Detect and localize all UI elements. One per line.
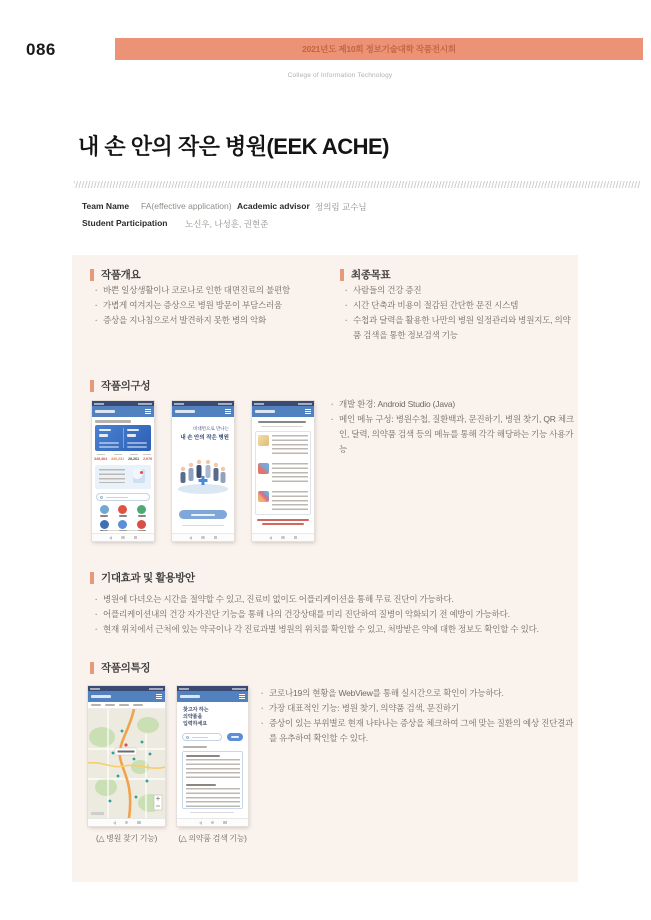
section-goals-header [340,267,390,282]
home-icon [121,536,125,540]
doctor-illustration [133,469,145,483]
app-header [92,406,154,417]
map-view [88,709,165,818]
disease-thumb [258,491,269,502]
app-screenshot-intro [172,401,234,541]
app-header [88,691,165,702]
participation-value: 노신우, 나성훈, 권현준 [185,219,269,229]
section-marker [90,662,94,674]
start-button [179,510,227,519]
app-title-placeholder [91,695,111,698]
bullet-item: · 현재 위치에서 근처에 있는 약국이나 각 진료과별 병원의 위치를 확인할 수 있고, 처방받은 약에 대한 정보도 확인할 수 있다. [94,622,580,637]
android-nav-bar [88,818,165,826]
recent-icon [134,536,138,540]
bullet-item: · 개발 환경: Android Studio (Java) [330,397,576,412]
section-title: 작품개요 [101,269,141,281]
section-marker [90,269,94,281]
disease-encyclopedia-icon [118,505,127,514]
recent-icon [137,821,141,825]
section-composition-header [90,378,150,393]
hospital-find-icon [100,520,109,529]
bullet-item: · 코로나19의 현황을 WebView를 통해 실시간으로 확인이 가능하다. [260,686,574,701]
bullet-item: · 가볍게 여겨지는 증상으로 병원 방문이 부담스러움 [94,298,344,313]
self-check-icon [137,505,146,514]
home-icon [201,536,205,540]
bullet-item: · 어플리케이션내의 건강 자가진단 기능을 통해 나의 건강상태를 미리 진단하여 질병이 악화되기 전 예방이 가능하다. [94,607,580,622]
bullet-item: · 메인 메뉴 구성: 병원수첩, 질환백과, 문진하기, 병원 찾기, QR 체크인, 달력, 의약품 검색 등의 메뉴를 통해 각각 해당하는 기능 사용가능 [330,412,576,457]
caption-hospital-map: (△ 병원 찾기 기능) [96,834,157,843]
app-screenshot-medicine-search [177,686,248,826]
event-banner-text: 2021년도 제10회 정보기술대학 작품전시회 [302,44,456,54]
map-zoom-control [154,795,162,810]
bullet-item: · 병원에 다녀오는 시간을 절약할 수 있고, 진료비 없이도 어플리케이션을 통해 무료 진단이 가능하다. [94,592,580,607]
medicine-prompt-3: 입력하세요 [183,721,208,727]
app-title-placeholder [255,410,275,413]
qr-checkin-icon [118,520,127,529]
android-nav-bar [172,533,234,541]
android-nav-bar [92,533,154,541]
overview-bullets [94,283,344,328]
disease-list [255,431,311,515]
map-attribution-placeholder [91,812,104,815]
menu-icon [156,694,162,699]
caption-medicine-search: (△ 의약품 검색 기능) [178,834,247,843]
section-title: 최종목표 [351,269,391,281]
recent-icon [214,536,218,540]
bullet-item: · 증상을 지나침으로서 발견하지 못한 병의 악화 [94,313,344,328]
search-bar [96,493,150,501]
calendar-icon [137,520,146,529]
team-name-label: Team Name [82,201,130,211]
section-title: 기대효과 및 활용방안 [101,572,195,584]
section-marker [340,269,344,281]
covid-summary-card [95,425,151,451]
home-icon [281,536,285,540]
section-title: 작품의구성 [101,380,151,392]
medicine-search-input [182,733,222,741]
section-marker [90,380,94,392]
home-icon [211,821,215,825]
people-illustration [175,447,231,495]
android-nav-bar [252,533,314,541]
android-nav-bar [177,818,248,826]
goals-bullets [344,283,576,343]
map-label-placeholder [118,751,135,753]
medicine-search-button [227,733,243,741]
warning-text-placeholder [262,523,304,525]
medicine-result-box [182,751,243,809]
bullet-item: · 증상이 있는 부위별로 현재 나타나는 증상을 체크하여 그에 맞는 질환의 예상 진단결과를 유추하여 확인할 수 있다. [260,716,574,746]
team-name-value: FA(effective application) [141,201,232,211]
app-header [172,406,234,417]
stat-value: 345,464 [94,456,108,461]
participation-label: Student Participation [82,218,168,228]
advisor-value: 정의림 교수님 [315,202,367,212]
menu-icon [239,694,245,699]
section-title: 작품의특징 [101,662,151,674]
back-icon [269,536,272,540]
intro-headline-1: 비대면으로 만나는 [192,426,229,431]
app-screenshot-encyclopedia [252,401,314,541]
back-icon [189,536,192,540]
covid-stats-row [94,454,152,461]
section-effects-header [90,570,195,585]
stat-value: 340,231 [111,456,125,461]
medicine-prompt-1: 찾고자 하는 [183,707,209,713]
search-icon [186,736,189,739]
bullet-item: · 바쁜 일상생활이나 코로나로 인한 대면진료의 불편함 [94,283,344,298]
recent-icon [223,821,227,825]
recent-icon [294,536,298,540]
menu-icon [305,409,311,414]
effects-bullets [94,592,580,637]
map-filter-row [88,702,165,709]
back-icon [109,536,112,540]
disease-thumb [258,435,269,446]
medicine-prompt-2: 의약품을 [183,714,203,720]
menu-icon [145,409,151,414]
hatched-divider [74,181,640,188]
composition-bullets [330,397,576,457]
search-icon [100,496,103,499]
bullet-item: · 가장 대표적인 기능: 병원 찾기, 의약품 검색, 문진하기 [260,701,574,716]
app-screenshot-map [88,686,165,826]
disease-thumb [258,463,269,474]
location-pin-icon [124,743,128,747]
app-screenshot-home [92,401,154,541]
home-icon [125,821,129,825]
back-icon [113,821,116,825]
app-title-placeholder [180,695,200,698]
app-title-placeholder [95,410,115,413]
page-number: 086 [26,40,56,59]
bullet-item: · 수첩과 달력을 활용한 나만의 병원 일정관리와 병원지도, 의약품 검색을 통한 정보검색 기능 [344,313,576,343]
section-marker [90,572,94,584]
features-bullets [260,686,574,746]
stat-value: 28,261 [128,456,140,461]
intro-headline-2: 내 손 안의 작은 병원 [180,435,229,441]
menu-icon [225,409,231,414]
project-title: 내 손 안의 작은 병원(EEK ACHE) [78,134,389,159]
notice-card [95,465,151,489]
back-icon [199,821,202,825]
bullet-item: · 사람들의 건강 증진 [344,283,576,298]
section-overview-header [90,267,140,282]
stat-value: 2,976 [142,456,152,461]
app-header [252,406,314,417]
app-title-placeholder [175,410,195,413]
advisor-label: Academic advisor [237,201,310,211]
section-features-header [90,660,150,675]
warning-text-placeholder [257,519,309,521]
hospital-note-icon [100,505,109,514]
college-subtitle: College of Information Technology [287,72,393,79]
app-header [177,691,248,702]
event-banner [115,38,643,60]
bullet-item: · 시간 단축과 비용이 절감된 간단한 문진 시스템 [344,298,576,313]
